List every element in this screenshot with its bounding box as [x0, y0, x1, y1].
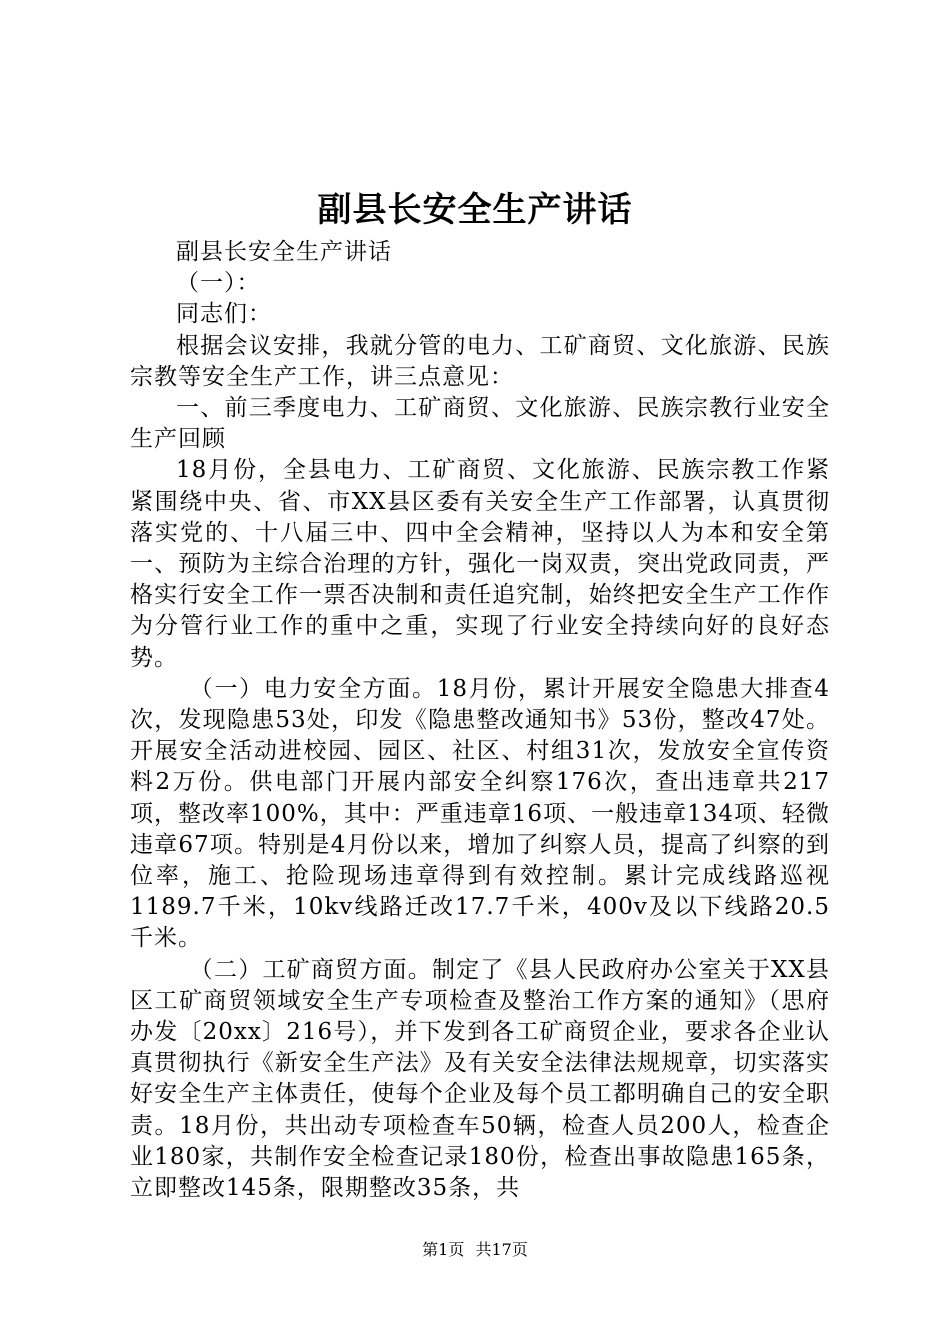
- paragraph-subtitle: 副县长安全生产讲话: [176, 239, 392, 265]
- page-footer: [0, 1238, 950, 1262]
- paragraph-overview: 18月份，全县电力、工矿商贸、文化旅游、民族宗教工作紧紧围绕中央、省、市XX县区委有关安全生产工作部署，认真贯彻落实党的、十八届三中、四中全会精神，坚持以人为本和安全第一、预防为主综合治理的方针，强化一岗双责，突出党政同责，严格实行安全工作一票否决制和责任追究制，始终把安全生产工作作为分管行业工作的重中之重，实现了行业安全持续向好的良好态势。: [130, 457, 830, 671]
- paragraph-salutation: 同志们：: [176, 301, 272, 328]
- paragraph-section-marker: （一）：: [176, 270, 261, 297]
- page-total: 共17页: [475, 1240, 528, 1259]
- document-title: 副县长安全生产讲话: [317, 190, 633, 230]
- page-number: 第1页: [422, 1240, 465, 1259]
- paragraph-industry-trade: （二）工矿商贸方面。制定了《县人民政府办公室关于XX县区工矿商贸领域安全生产专项检查及整治工作方案的通知》（思府办发〔20xx〕216号），并下发到各工矿商贸企业，要求各企业认真贯彻执行《新安全生产法》及有关安全法律法规规章，切实落实好安全生产主体责任，使每个企业及每个员工都明确自己的安全职责。18月份，共出动专项检查车50辆，检查人员200人，检查企业180家，共制作安全检查记录180份，检查出事故隐患165条，立即整改145条，限期整改35条，共: [130, 956, 830, 1202]
- paragraph-heading-review: 一、前三季度电力、工矿商贸、文化旅游、民族宗教行业安全生产回顾: [130, 395, 830, 453]
- document-body: [130, 237, 830, 1204]
- paragraph-power-safety: （一）电力安全方面。18月份，累计开展安全隐患大排查4次，发现隐患53处，印发《隐患整改通知书》53份，整改47处。开展安全活动进校园、园区、社区、村组31次，发放安全宣传资料2万份。供电部门开展内部安全纠察176次，查出违章共217项，整改率100%，其中：严重违章16项、一般违章134项、轻微违章67项。特别是4月份以来，增加了纠察人员，提高了纠察的到位率，施工、抢险现场违章得到有效控制。累计完成线路巡视1189.7千米，10kv线路迁改17.7千米，400v及以下线路20.5千米。: [130, 675, 830, 952]
- paragraph-intro: 根据会议安排，我就分管的电力、工矿商贸、文化旅游、民族宗教等安全生产工作，讲三点意见：: [130, 332, 830, 390]
